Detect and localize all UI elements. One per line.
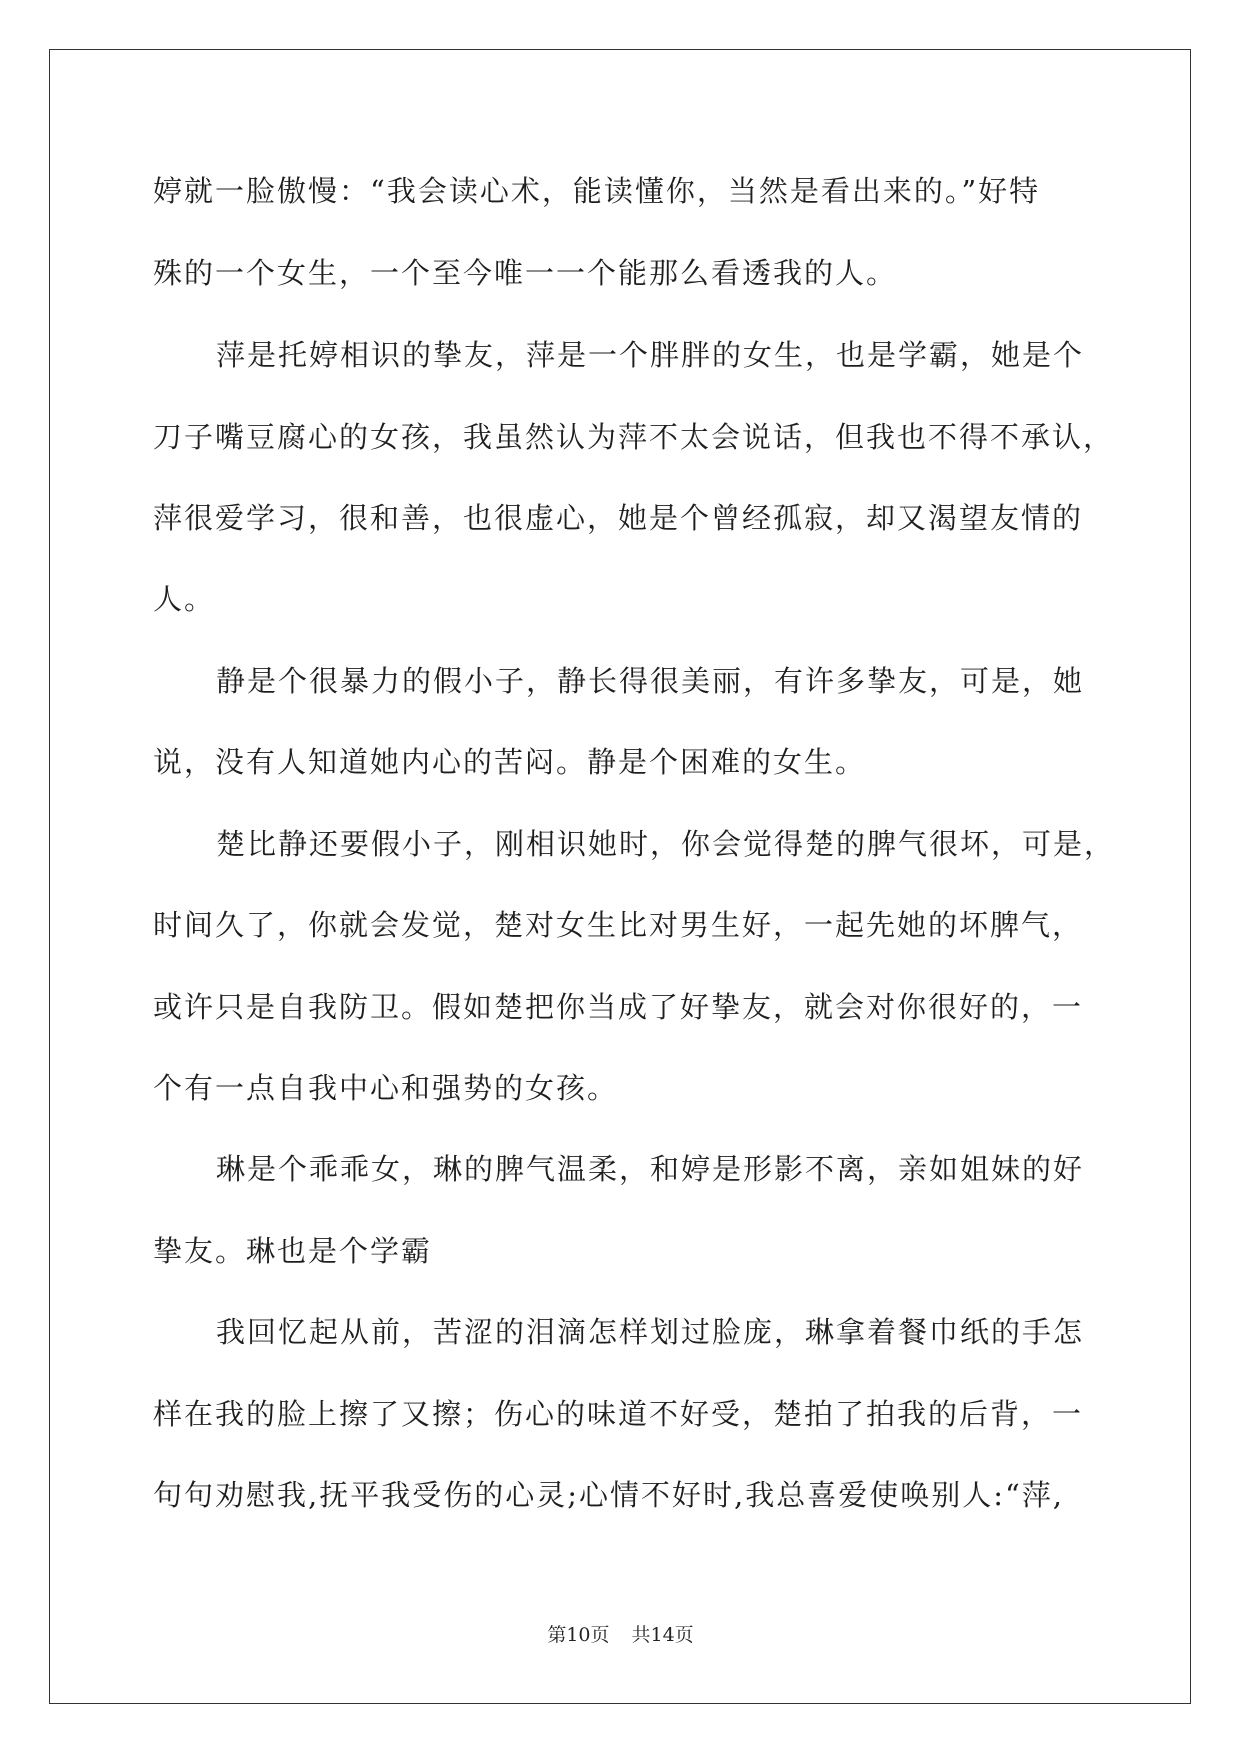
text-line: 我回忆起从前，苦涩的泪滴怎样划过脸庞，琳拿着餐巾纸的手怎 <box>216 1315 1085 1349</box>
page-number-current: 第10页 <box>547 1624 610 1646</box>
text-line: 萍是托婷相识的挚友，萍是一个胖胖的女生，也是学霸，她是个 <box>216 338 1085 372</box>
text-line: 说，没有人知道她内心的苦闷。静是个困难的女生。 <box>153 745 867 779</box>
text-line: 楚比静还要假小子，刚相识她时，你会觉得楚的脾气很坏，可是， <box>216 827 1116 861</box>
page-number-total: 共14页 <box>631 1624 694 1646</box>
page-border <box>49 49 1191 1704</box>
text-line: 婷就一脸傲慢：“我会读心术，能读懂你，当然是看出来的。”好特 <box>153 174 1041 208</box>
text-line: 刀子嘴豆腐心的女孩，我虽然认为萍不太会说话，但我也不得不承认， <box>153 420 1115 454</box>
text-line: 时间久了，你就会发觉，楚对女生比对男生好，一起先她的坏脾气， <box>153 908 1084 942</box>
text-line: 或许只是自我防卫。假如楚把你当成了好挚友，就会对你很好的，一 <box>153 990 1084 1024</box>
text-line: 琳是个乖乖女，琳的脾气温柔，和婷是形影不离，亲如姐妹的好 <box>216 1152 1085 1186</box>
page-footer <box>0 1623 1241 1647</box>
text-line: 个有一点自我中心和强势的女孩。 <box>153 1071 619 1105</box>
text-line: 殊的一个女生，一个至今唯一一个能那么看透我的人。 <box>153 256 898 290</box>
text-line: 人。 <box>153 582 216 616</box>
text-line: 萍很爱学习，很和善，也很虚心，她是个曾经孤寂，却又渴望友情的 <box>153 501 1084 535</box>
text-line: 静是个很暴力的假小子，静长得很美丽，有许多挚友，可是，她 <box>216 664 1085 698</box>
text-line: 挚友。琳也是个学霸 <box>153 1234 433 1268</box>
text-line: 样在我的脸上擦了又擦；伤心的味道不好受，楚拍了拍我的后背，一 <box>153 1397 1084 1431</box>
text-line: 句句劝慰我,抚平我受伤的心灵;心情不好时,我总喜爱使唤别人:“萍, <box>153 1478 1065 1512</box>
